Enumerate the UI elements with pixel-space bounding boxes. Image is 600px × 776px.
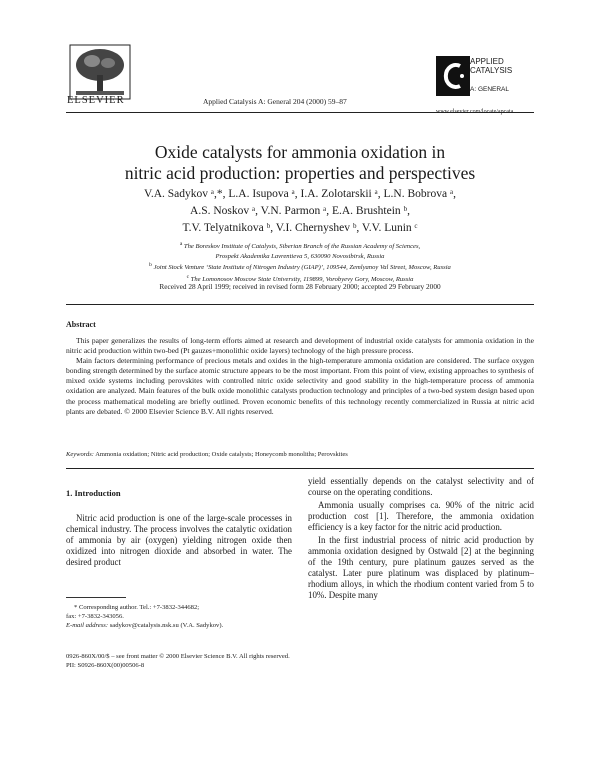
- footnote-rule: [66, 597, 126, 598]
- journal-logo-subtitle: A: GENERAL: [470, 86, 510, 93]
- journal-url[interactable]: www.elsevier.com/locate/apcata: [436, 109, 514, 115]
- front-matter: [66, 652, 466, 671]
- affiliation-a: $^a$ The Boreskov Institute of Catalysis, Siberian Branch of the Russian Academy of Sciences,: [179, 241, 421, 251]
- paper-title: Oxide catalysts for ammonia oxidation in nitric acid production: properties and perspectives: [124, 142, 476, 183]
- affiliation-b: $^b$ Joint Stock Venture ‘State Institute of Nitrogen Industry (GIAP)’, 109544, Zemlyanoy Val Street, Moscow, Russia: [149, 262, 451, 272]
- keywords-text: Ammonia oxidation; Nitric acid production; Oxide catalysts; Honeycomb monoliths; Perovskites: [95, 451, 348, 458]
- author-list: V.A. Sadykov ᵃ,*, L.A. Isupova ᵃ, I.A. Zolotarskii ᵃ, L.N. Bobrova ᵃ, A.S. Noskov ᵃ, V.N. Parmon ᵃ, E.A. Brushtein ᵇ, T.V. Telyatnikova ᵇ, V.I. Chernyshev ᵇ, V.V. Lunin ᶜ: [144, 188, 456, 234]
- intro-paragraph-3: In the first industrial process of nitric acid production by ammonia oxidation designed by Ostwald [2] at the beginning of the 19th century, pure platinum gauzes served as the catalyst. Later pure platinum was displaced by platinum–rhodium alloys, in which the rhodium content varied from 5 to 10%. Despite many: [308, 535, 534, 600]
- received-dates: Received 28 April 1999; received in revised form 28 February 2000; accepted 29 February 2000: [159, 282, 441, 291]
- abstract-paragraph-2: Main factors determining performance of precious metals and oxides in the high-temperature ammonia oxidation are considered. The surface oxygen bonding strength determined by the surface atomic structure appears to be the most important. From this point of view, existing approaches to synthesis of mixed oxide systems including perovskites with controlled nitric oxide selectivity and good stability in the high-temperature process of ammonia oxidation are analyzed. Main features of the bulk oxide monolithic catalysts production technology and principles of a two-bed system design based upon the process mathematical modeling are briefly outlined. Proven economic benefits of this technology recently commercialized in Russia at nitric acid plants are debated. © 2000 Elsevier Science B.V. All rights reserved.: [66, 356, 534, 416]
- header-divider: [66, 112, 534, 113]
- abstract-paragraph-1: This paper generalizes the results of long-term efforts aimed at research and development of industrial oxide catalysts for ammonia oxidation in the nitric acid production within two-bed (Pt gauzes+monolithic oxide layers) technology of the high pressure process.: [66, 336, 534, 356]
- journal-logo-title: APPLIED CATALYSIS: [470, 57, 513, 75]
- affiliation-a-address: Prospekt Akademika Lavrentieva 5, 630090 Novosibirsk, Russia: [215, 252, 385, 260]
- right-column: [308, 476, 534, 601]
- journal-citation: Applied Catalysis A: General 204 (2000) 59–87: [203, 97, 347, 106]
- applied-catalysis-logo: [436, 56, 470, 96]
- abstract-body: [66, 336, 534, 417]
- abstract-top-rule: [66, 304, 534, 305]
- abstract-heading: Abstract: [66, 320, 96, 329]
- intro-paragraph-continued: yield essentially depends on the catalyst selectivity and of course on the operating conditions.: [308, 476, 534, 497]
- left-column: [66, 488, 292, 568]
- abstract-bottom-rule: [66, 468, 534, 469]
- keywords-label: Keywords:: [66, 451, 94, 458]
- section-heading-introduction: 1. Introduction: [66, 488, 121, 498]
- pii-line: PII: S0926-860X(00)00506-8: [66, 662, 145, 670]
- keywords: [66, 451, 534, 458]
- intro-paragraph-2: Ammonia usually comprises ca. 90% of the nitric acid production cost [1]. Therefore, the ammonia oxidation efficiency is a key factor for the nitric acid production.: [308, 500, 534, 532]
- author-email[interactable]: sadykov@catalysis.nsk.su (V.A. Sadykov).: [109, 622, 224, 629]
- publisher-name: ELSEVIER: [67, 95, 125, 106]
- affiliations: [0, 240, 600, 285]
- corresponding-author-footnote: * Corresponding author. Tel.: +7-3832-344682; fax: +7-3832-343056. E-mail address: sadykov@catalysis.nsk.su (V.A. Sadykov).: [66, 604, 224, 629]
- intro-paragraph-1: Nitric acid production is one of the large-scale processes in chemical industry. The process involves the catalytic oxidation of ammonia by air (oxygen) yielding nitrogen oxide then oxidized into nitrogen dioxide and absorbed in water. The desired product: [66, 513, 292, 567]
- affiliation-c: $^c$ The Lomonosov Moscow State University, 119899, Vorobyevy Gory, Moscow, Russia: [186, 273, 414, 284]
- copyright-line: 0926-860X/00/$ – see front matter © 2000 Elsevier Science B.V. All rights reserved.: [66, 653, 290, 660]
